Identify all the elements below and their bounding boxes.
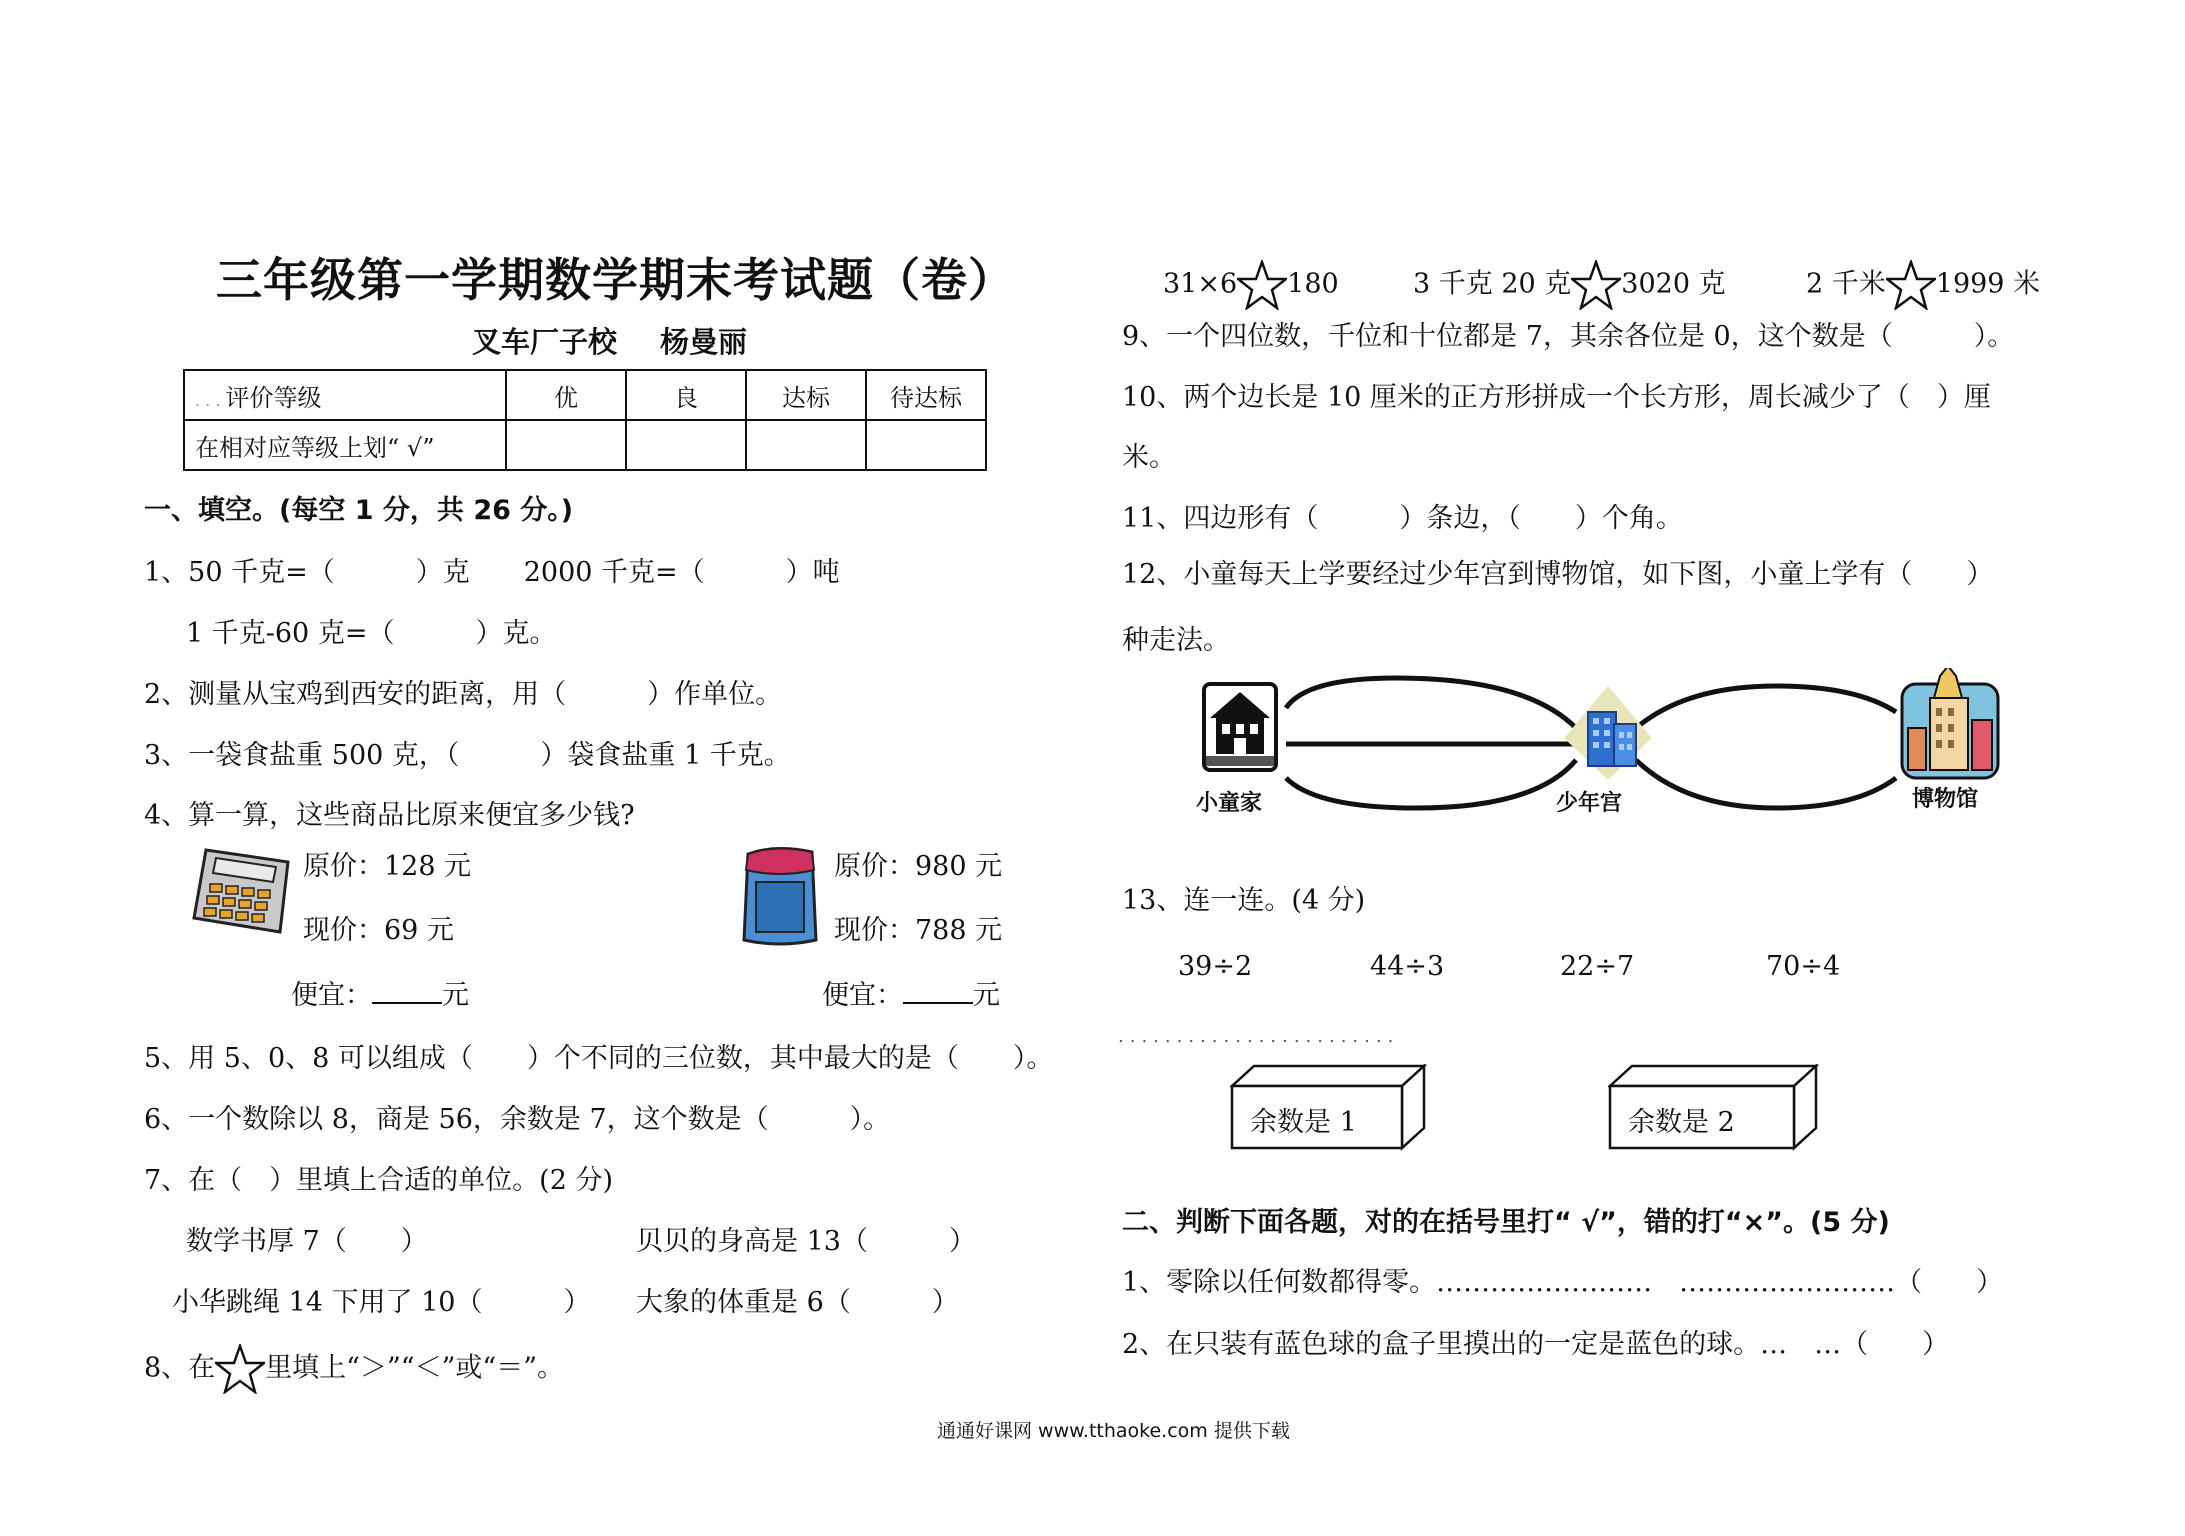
question-1b: 1 千克-60 克=（ ）克。	[186, 618, 557, 649]
question-3: 3、一袋食盐重 500 克，（ ）袋食盐重 1 千克。	[144, 740, 791, 771]
question-12a: 12、小童每天上学要经过少年宫到博物馆，如下图，小童上学有（ ）	[1122, 559, 1994, 590]
question-7: 7、在（ ）里填上合适的单位。(2 分)	[144, 1165, 614, 1196]
question-7a: 数学书厚 7（ ）	[186, 1226, 428, 1257]
route-line	[1636, 686, 1896, 728]
eval-grade[interactable]: 良	[626, 370, 746, 420]
item1-current-price: 现价：69 元	[303, 915, 454, 946]
eval-cell[interactable]	[746, 420, 866, 470]
question-1a: 1、50 千克=（ ）克 2000 千克=（ ）吨	[144, 557, 840, 588]
section1-heading: 一、填空。(每空 1 分，共 26 分。)	[144, 495, 574, 526]
museum-icon	[1902, 668, 1998, 778]
item1-cheaper: 便宜： 元	[291, 980, 469, 1011]
remainder-box-2-label: 余数是 2	[1628, 1107, 1735, 1138]
appliance-icon	[736, 844, 822, 950]
eval-grade[interactable]: 优	[506, 370, 626, 420]
map-label-museum: 博物馆	[1912, 787, 1979, 812]
compare-1: 31×6 180	[1163, 260, 1339, 310]
question-7c: 小华跳绳 14 下用了 10（ ）	[172, 1287, 591, 1318]
eval-cell[interactable]	[866, 420, 986, 470]
question-6: 6、一个数除以 8，商是 56，余数是 7，这个数是（ ）。	[144, 1104, 891, 1135]
question-9: 9、一个四位数，千位和十位都是 7，其余各位是 0，这个数是（ ）。	[1122, 321, 2015, 352]
question-10a: 10、两个边长是 10 厘米的正方形拼成一个长方形，周长减少了（ ）厘	[1122, 382, 1991, 413]
item1-original-price: 原价：128 元	[303, 851, 472, 882]
eval-cell[interactable]	[626, 420, 746, 470]
question-10b: 米。	[1122, 442, 1176, 473]
question-7d: 大象的体重是 6（ ）	[636, 1287, 959, 1318]
remainder-box-1-label: 余数是 1	[1250, 1107, 1357, 1138]
question-13: 13、连一连。(4 分)	[1122, 885, 1366, 916]
compare-2: 3 千克 20 克 3020 克	[1413, 260, 1726, 310]
route-line	[1286, 760, 1576, 808]
route-line	[1636, 760, 1896, 808]
author-name: 杨曼丽	[660, 325, 748, 359]
question-2: 2、测量从宝鸡到西安的距离，用（ ）作单位。	[144, 679, 783, 710]
expression[interactable]: 39÷2	[1178, 951, 1253, 982]
item2-cheaper: 便宜： 元	[822, 980, 1000, 1011]
eval-grade[interactable]: 待达标	[866, 370, 986, 420]
question-7b: 贝贝的身高是 13（ ）	[636, 1226, 976, 1257]
star-icon[interactable]	[1886, 260, 1936, 310]
eval-grade[interactable]: 达标	[746, 370, 866, 420]
question-12b: 种走法。	[1122, 625, 1230, 656]
map-label-home: 小童家	[1196, 791, 1263, 816]
expression[interactable]: 22÷7	[1560, 951, 1635, 982]
map-label-palace: 少年宫	[1556, 791, 1623, 816]
evaluation-table	[183, 369, 987, 471]
answer-blank[interactable]	[372, 978, 442, 1004]
compare-3: 2 千米 1999 米	[1806, 260, 2040, 310]
star-icon	[215, 1344, 265, 1394]
item2-original-price: 原价：980 元	[834, 851, 1003, 882]
calculator-icon	[188, 840, 300, 940]
star-icon[interactable]	[1237, 260, 1287, 310]
judge-1: 1、零除以任何数都得零。…………………… ……………………（ ）	[1122, 1267, 2004, 1298]
author-school: 叉车厂子校	[472, 325, 618, 359]
question-8: 8、在 里填上“＞”“＜”或“＝”。	[144, 1344, 564, 1394]
expression[interactable]: 70÷4	[1766, 951, 1841, 982]
section2-heading: 二、判断下面各题，对的在括号里打“ √”，错的打“×”。(5 分)	[1122, 1207, 1890, 1238]
eval-row-label: 在相对应等级上划“ √”	[184, 420, 506, 470]
footer-text: 通通好课网 www.tthaoke.com 提供下载	[937, 1420, 1290, 1442]
expression[interactable]: 44÷3	[1370, 951, 1445, 982]
eval-header-label: . . . 评价等级	[184, 370, 506, 420]
route-line	[1286, 678, 1576, 728]
judge-2: 2、在只装有蓝色球的盒子里摸出的一定是蓝色的球。… …（ ）	[1122, 1329, 1950, 1360]
item2-current-price: 现价：788 元	[834, 915, 1003, 946]
dotted-line: ........................	[1118, 1026, 1400, 1047]
question-11: 11、四边形有（ ）条边，（ ）个角。	[1122, 503, 1683, 534]
answer-blank[interactable]	[903, 978, 973, 1004]
question-5: 5、用 5、0、8 可以组成（ ）个不同的三位数，其中最大的是（ ）。	[144, 1043, 1054, 1074]
house-icon	[1204, 684, 1276, 770]
question-4: 4、算一算，这些商品比原来便宜多少钱?	[144, 800, 635, 831]
star-icon[interactable]	[1571, 260, 1621, 310]
eval-cell[interactable]	[506, 420, 626, 470]
page-title: 三年级第一学期数学期末考试题（卷）	[216, 253, 1015, 307]
